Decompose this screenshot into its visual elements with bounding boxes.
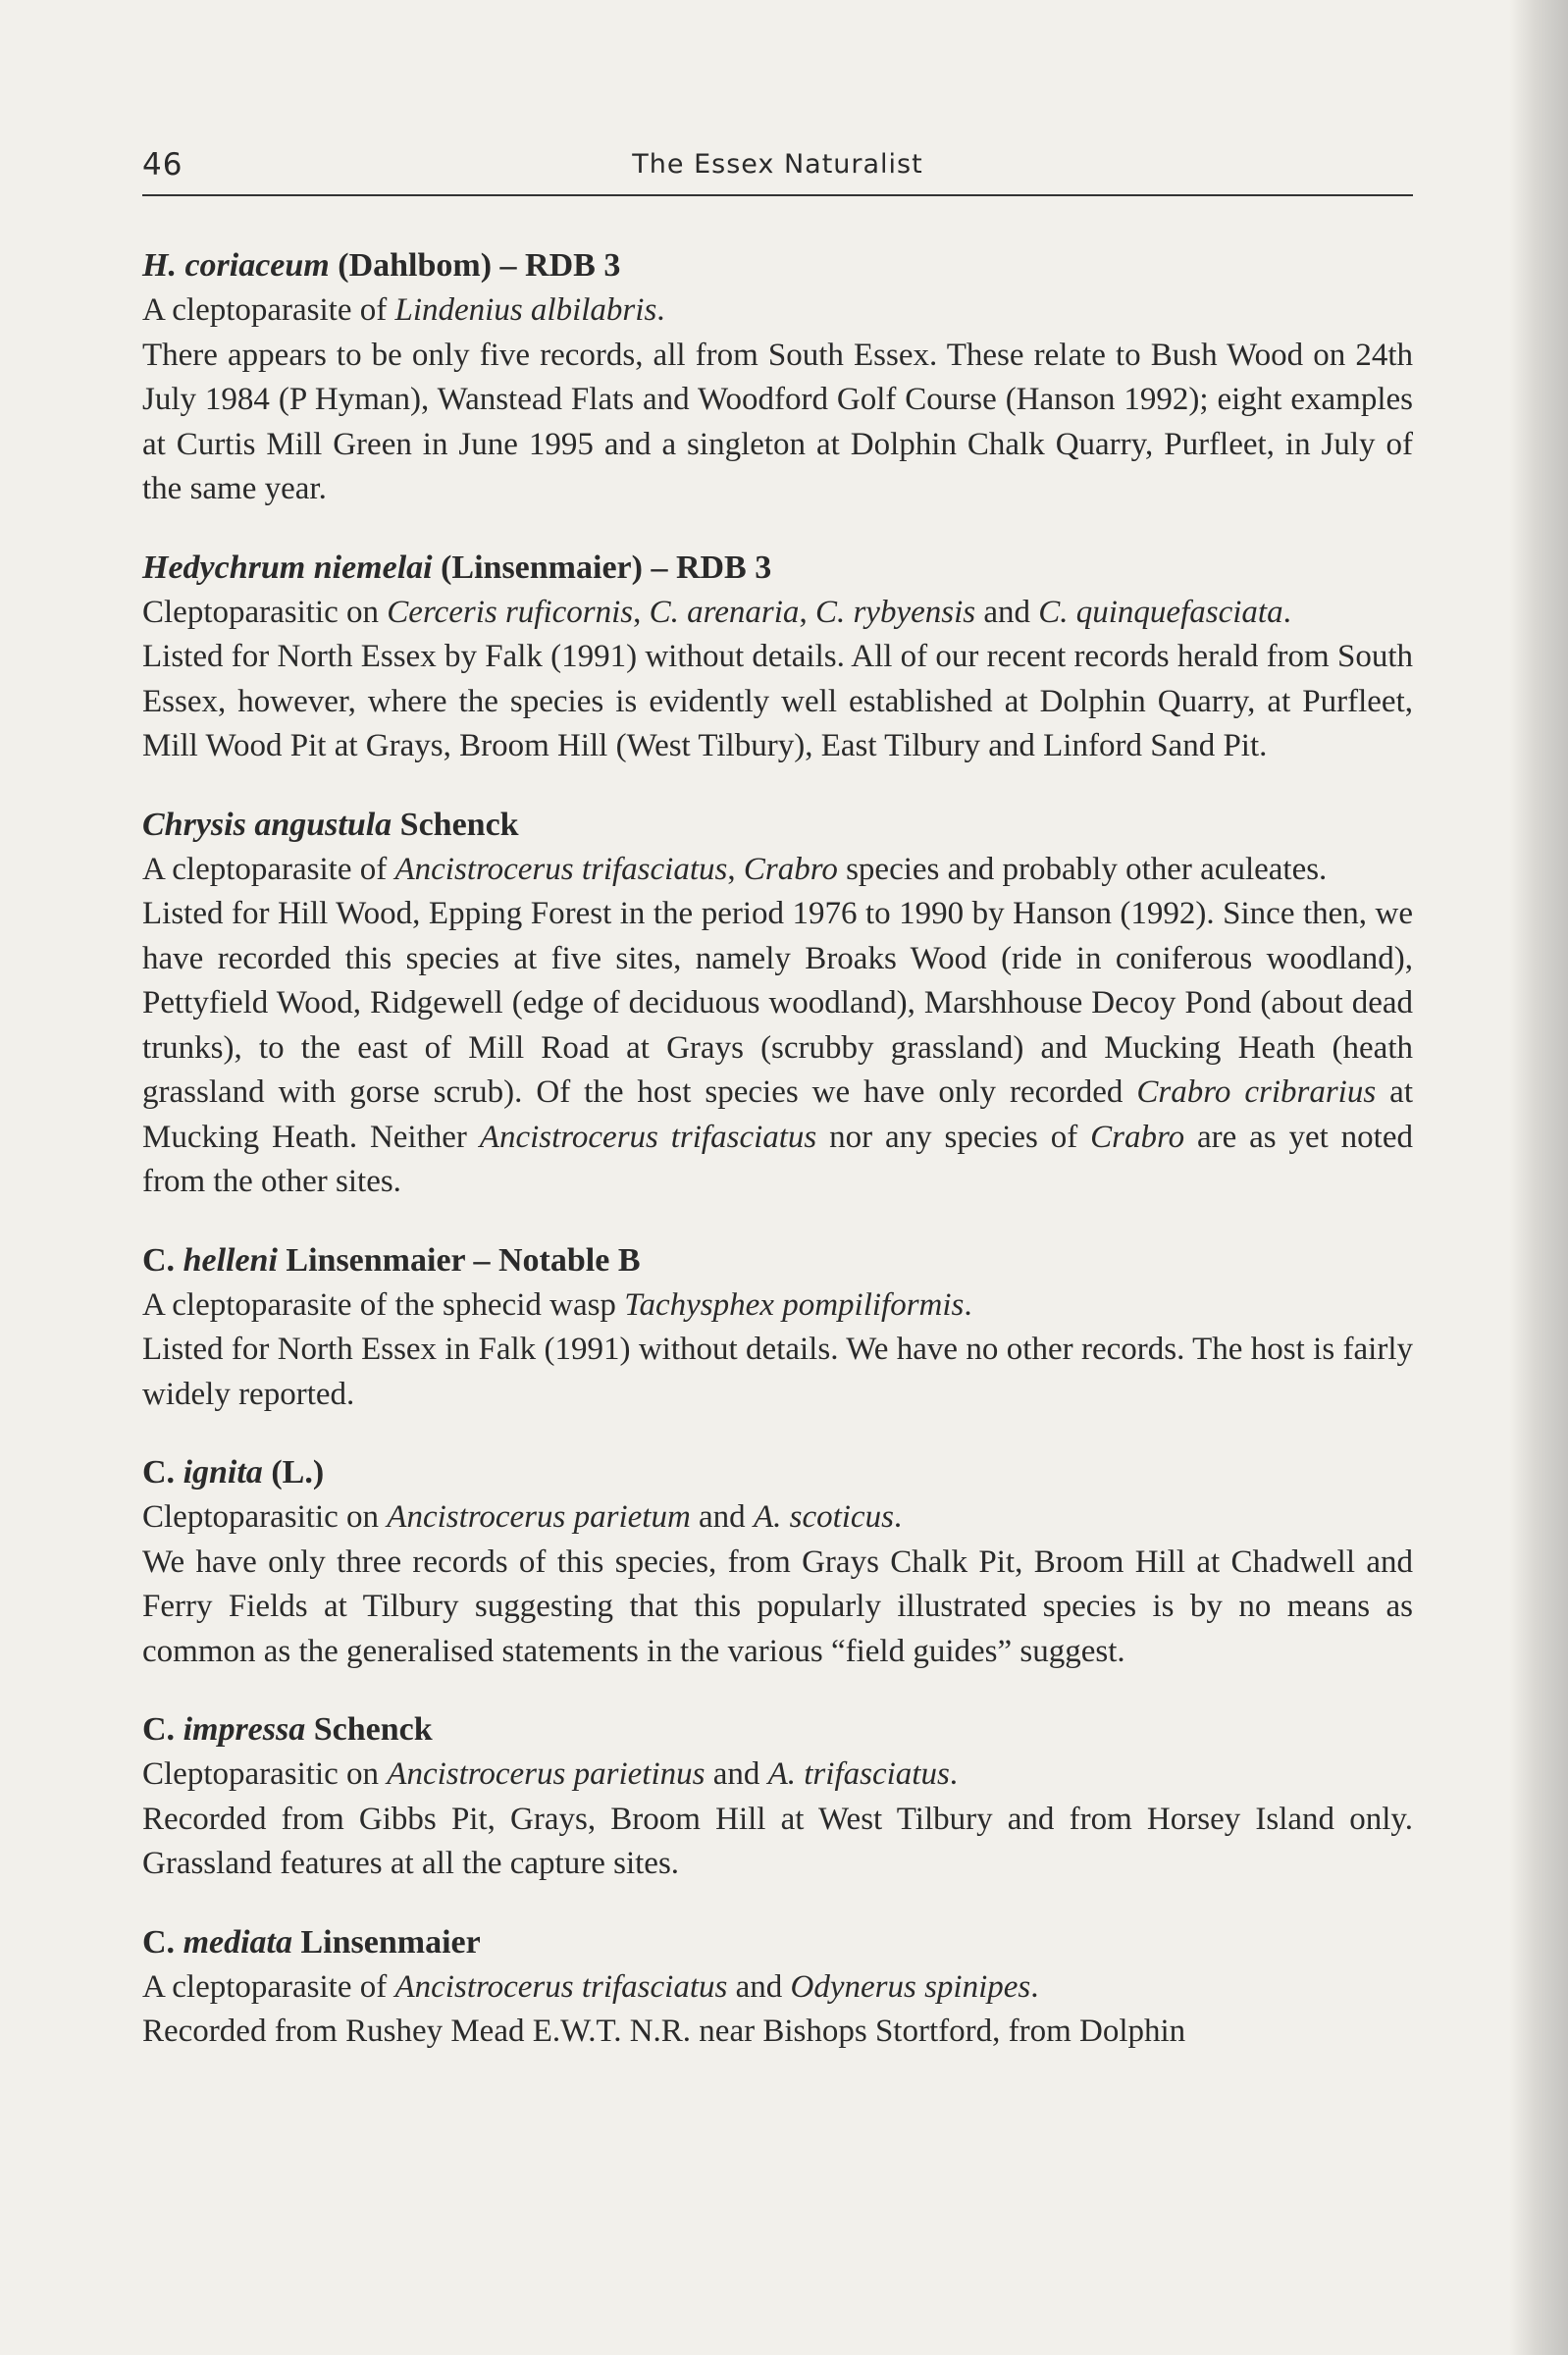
species-entry [142,803,1413,1205]
page-edge-shadow [1509,0,1568,2355]
running-header [142,147,1413,188]
record-paragraph: Recorded from Gibbs Pit, Grays, Broom Hill at West Tilbury and from Horsey Island only. Grassland features at all the capture sites. [142,1801,1413,1881]
species-entry [142,1707,1413,1887]
journal-title: The Essex Naturalist [632,149,923,180]
species-entry [142,1450,1413,1674]
species-heading: Hedychrum niemelai (Linsenmaier) – RDB 3 [142,549,772,586]
host-line: Cleptoparasitic on Ancistrocerus parietum and A. scoticus. [142,1499,903,1535]
host-line: A cleptoparasite of Ancistrocerus trifasciatus, Crabro species and probably other aculeates. [142,851,1328,887]
species-heading: C. ignita (L.) [142,1454,325,1491]
host-line: Cleptoparasitic on Ancistrocerus parietinus and A. trifasciatus. [142,1756,959,1792]
host-line: A cleptoparasite of Lindenius albilabris. [142,292,665,328]
record-paragraph: Listed for North Essex by Falk (1991) without details. All of our recent records herald from South Essex, however, where the species is evidently well established at Dolphin Quarry, at Purfleet, Mill Wood Pit at Grays, Broom Hill (West Tilbury), East Tilbury and Linford Sand Pit. [142,639,1413,763]
species-heading: C. impressa Schenck [142,1711,433,1748]
species-entry [142,1238,1413,1418]
species-entry [142,243,1413,512]
species-heading: H. coriaceum (Dahlbom) – RDB 3 [142,247,621,284]
species-entry [142,546,1413,769]
species-heading: C. mediata Linsenmaier [142,1923,481,1961]
species-heading: Chrysis angustula Schenck [142,806,519,843]
species-entry [142,1920,1413,2055]
record-paragraph: We have only three records of this species, from Grays Chalk Pit, Broom Hill at Chadwell and Ferry Fields at Tilbury suggesting that this popularly illustrated species is by no means as common as the generalised statements in the various “field guides” suggest. [142,1544,1413,1669]
record-paragraph: Listed for Hill Wood, Epping Forest in the period 1976 to 1990 by Hanson (1992). Since then, we have recorded this species at five sites, namely Broaks Wood (ride in coniferous woodland), Pettyfield Wood, Ridgewell (edge of deciduous woodland), Marshhouse Decoy Pond (about dead trunks), to the east of Mill Road at Grays (scrubby grassland) and Mucking Heath (heath grassland with gorse scrub). Of the host species we have only recorded Crabro cribrarius at Mucking Heath. Neither Ancistrocerus trifasciatus nor any species of Crabro are as yet noted from the other sites. [142,896,1413,1199]
record-paragraph: Recorded from Rushey Mead E.W.T. N.R. near Bishops Stortford, from Dolphin [142,2014,1186,2049]
record-paragraph: Listed for North Essex in Falk (1991) without details. We have no other records. The host is fairly widely reported. [142,1332,1413,1412]
record-paragraph: There appears to be only five records, all from South Essex. These relate to Bush Wood on 24th July 1984 (P Hyman), Wanstead Flats and Woodford Golf Course (Hanson 1992); eight examples at Curtis Mill Green in June 1995 and a singleton at Dolphin Chalk Quarry, Purfleet, in July of the same year. [142,337,1413,506]
species-heading: C. helleni Linsenmaier – Notable B [142,1241,641,1279]
host-line: Cleptoparasitic on Cerceris ruficornis, C. arenaria, C. rybyensis and C. quinquefasciata. [142,594,1291,630]
host-line: A cleptoparasite of Ancistrocerus trifasciatus and Odynerus spinipes. [142,1968,1039,2005]
article-body [142,243,1413,2088]
page-number: 46 [142,147,183,183]
host-line: A cleptoparasite of the sphecid wasp Tachysphex pompiliformis. [142,1286,972,1323]
header-rule [142,194,1413,196]
